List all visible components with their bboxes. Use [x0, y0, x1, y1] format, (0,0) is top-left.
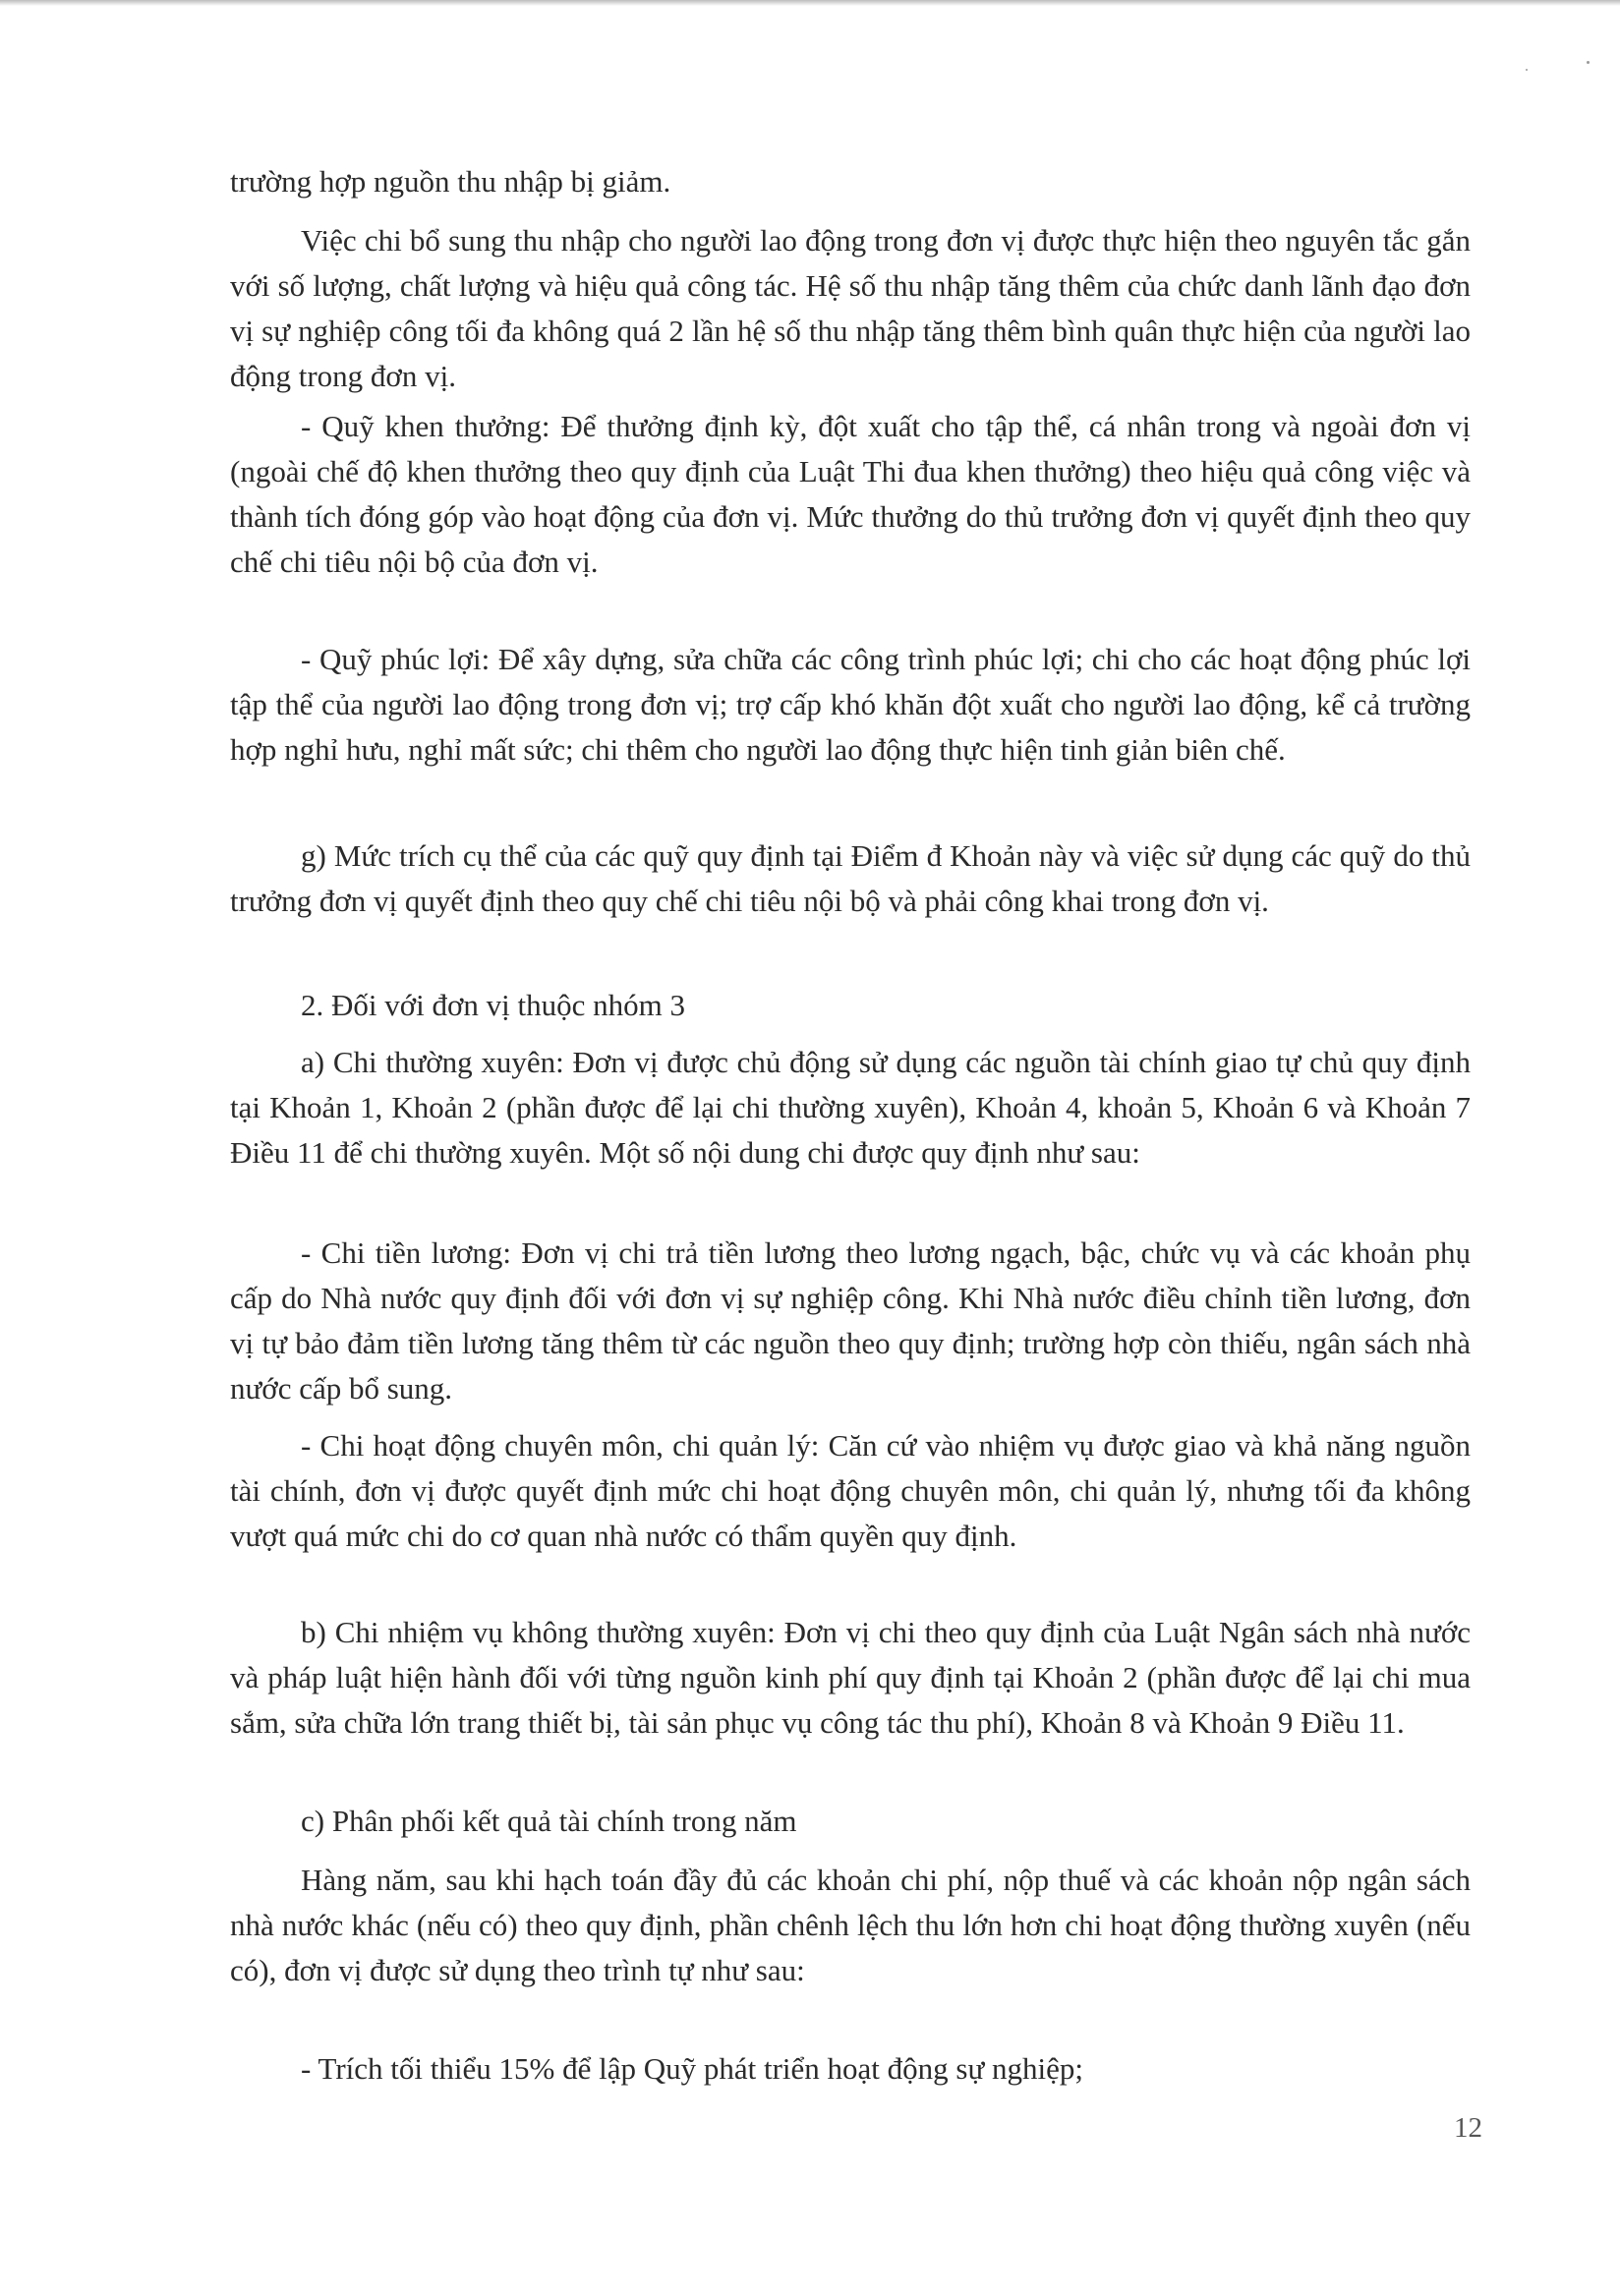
paragraph-reward-fund: - Quỹ khen thưởng: Để thưởng định kỳ, đột xuất cho tập thể, cá nhân trong và ngoài đơn vị (ngoài chế độ khen thưởng theo quy định của Luật Thi đua khen thưởng) theo hiệu quả công việc và thành tích đóng góp vào hoạt động của đơn vị. Mức thưởng do thủ trưởng đơn vị quyết định theo quy chế chi tiêu nội bộ của đơn vị. — [230, 409, 1471, 579]
paragraph-continuation: trường hợp nguồn thu nhập bị giảm. — [230, 164, 671, 199]
paragraph-income-supplement: Việc chi bổ sung thu nhập cho người lao động trong đơn vị được thực hiện theo nguyên tắc gắn với số lượng, chất lượng và hiệu quả công tác. Hệ số thu nhập tăng thêm của chức danh lãnh đạo đơn vị sự nghiệp công tối đa không quá 2 lần hệ số thu nhập tăng thêm bình quân thực hiện của người lao động trong đơn vị. — [230, 223, 1471, 393]
paragraph-item-b: b) Chi nhiệm vụ không thường xuyên: Đơn vị chi theo quy định của Luật Ngân sách nhà nước và pháp luật hiện hành đối với từng nguồn kinh phí quy định tại Khoản 2 (phần được để lại chi mua sắm, sửa chữa lớn trang thiết bị, tài sản phục vụ công tác thu phí), Khoản 8 và Khoản 9 Điều 11. — [230, 1615, 1471, 1740]
paragraph-development-fund: - Trích tối thiểu 15% để lập Quỹ phát triển hoạt động sự nghiệp; — [301, 2051, 1084, 2086]
paragraph-annual-distribution: Hàng năm, sau khi hạch toán đầy đủ các khoản chi phí, nộp thuế và các khoản nộp ngân sách nhà nước khác (nếu có) theo quy định, phần chênh lệch thu lớn hơn chi hoạt động thường xuyên (nếu có), đơn vị được sử dụng theo trình tự như sau: — [230, 1863, 1471, 1987]
page-number: 12 — [1454, 2112, 1482, 2144]
paragraph-welfare-fund: - Quỹ phúc lợi: Để xây dựng, sửa chữa các công trình phúc lợi; chi cho các hoạt động phúc lợi tập thể của người lao động trong đơn vị; trợ cấp khó khăn đột xuất cho người lao động, kể cả trường hợp nghỉ hưu, nghỉ mất sức; chi thêm cho người lao động thực hiện tinh giản biên chế. — [230, 642, 1471, 767]
paragraph-section-2-heading: 2. Đối với đơn vị thuộc nhóm 3 — [301, 988, 685, 1022]
paragraph-item-g: g) Mức trích cụ thể của các quỹ quy định tại Điểm đ Khoản này và việc sử dụng các quỹ do thủ trưởng đơn vị quyết định theo quy chế chi tiêu nội bộ và phải công khai trong đơn vị. — [230, 838, 1471, 918]
paragraph-salary: - Chi tiền lương: Đơn vị chi trả tiền lương theo lương ngạch, bậc, chức vụ và các khoản phụ cấp do Nhà nước quy định đối với đơn vị sự nghiệp công. Khi Nhà nước điều chỉnh tiền lương, đơn vị tự bảo đảm tiền lương tăng thêm từ các nguồn theo quy định; trường hợp còn thiếu, ngân sách nhà nước cấp bổ sung. — [230, 1235, 1471, 1406]
paragraph-professional-activities: - Chi hoạt động chuyên môn, chi quản lý: Căn cứ vào nhiệm vụ được giao và khả năng nguồn tài chính, đơn vị được quyết định mức chi hoạt động chuyên môn, chi quản lý, nhưng tối đa không vượt quá mức chi do cơ quan nhà nước có thẩm quyền quy định. — [230, 1428, 1471, 1553]
paragraph-item-a: a) Chi thường xuyên: Đơn vị được chủ động sử dụng các nguồn tài chính giao tự chủ quy định tại Khoản 1, Khoản 2 (phần được để lại chi thường xuyên), Khoản 4, khoản 5, Khoản 6 và Khoản 7 Điều 11 để chi thường xuyên. Một số nội dung chi được quy định như sau: — [230, 1045, 1471, 1170]
paragraph-item-c-heading: c) Phân phối kết quả tài chính trong năm — [301, 1804, 797, 1838]
